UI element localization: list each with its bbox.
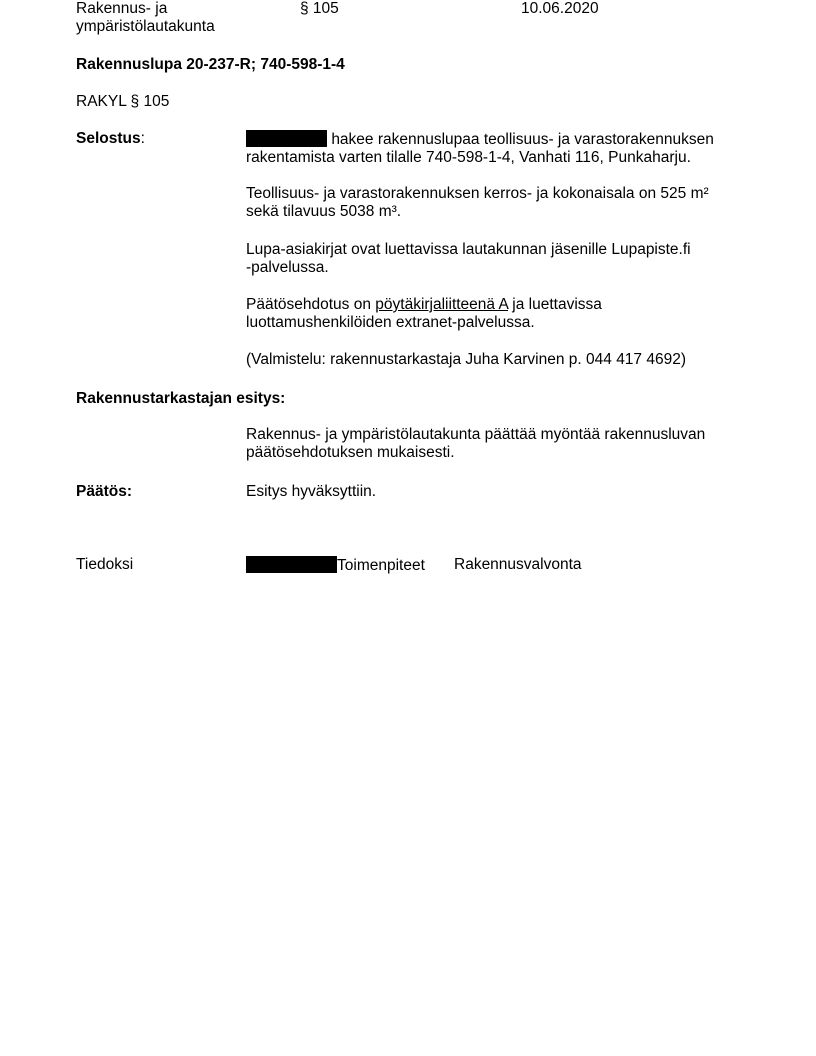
selostus-para4-line1 [246, 296, 766, 314]
selostus-label [76, 130, 145, 148]
selostus-para1-line2: rakentamista varten tilalle 740-598-1-4, Vanhati 116, Punkaharju. [246, 149, 691, 166]
selostus-label-colon: : [140, 130, 145, 147]
tiedoksi-action: Toimenpiteet [337, 557, 425, 574]
header-date: 10.06.2020 [521, 0, 599, 17]
header-section: § 105 [300, 0, 339, 17]
selostus-para5: (Valmistelu: rakennustarkastaja Juha Karvinen p. 044 417 4692) [246, 351, 687, 368]
attachment-link[interactable]: pöytäkirjaliitteenä A [375, 296, 508, 313]
selostus-para2-line1: Teollisuus- ja varastorakennuksen kerros- ja kokonaisala on 525 m² [246, 185, 709, 202]
selostus-body [246, 130, 746, 167]
paatos-text: Esitys hyväksyttiin. [246, 483, 377, 500]
document-title: Rakennuslupa 20-237-R; 740-598-1-4 [76, 56, 345, 73]
redaction-block [246, 130, 327, 147]
selostus-para1-line1: hakee rakennuslupaa teollisuus- ja varastorakennuksen [331, 131, 714, 148]
header-organization [76, 0, 215, 36]
selostus-para3-line1: Lupa-asiakirjat ovat luettavissa lautakunnan jäsenille Lupapiste.fi [246, 241, 691, 258]
selostus-para3-line2: -palvelussa. [246, 259, 329, 276]
selostus-para4 [246, 296, 766, 332]
tiedoksi-label: Tiedoksi [76, 556, 134, 573]
tiedoksi-recipient: Rakennusvalvonta [454, 556, 582, 573]
selostus-para2 [246, 185, 766, 221]
selostus-para4-line2: luottamushenkilöiden extranet-palvelussa. [246, 314, 535, 331]
esitys-line1: Rakennus- ja ympäristölautakunta päättää myöntää rakennusluvan [246, 426, 706, 443]
selostus-para3 [246, 241, 766, 277]
esitys-line2: päätösehdotuksen mukaisesti. [246, 444, 455, 461]
esitys-label: Rakennustarkastajan esitys: [76, 390, 286, 407]
selostus-label-text: Selostus [76, 130, 141, 147]
selostus-para4-end: ja luettavissa [512, 296, 602, 313]
header-organization-line2: ympäristölautakunta [76, 18, 215, 35]
header-organization-line1: Rakennus- ja [76, 0, 168, 17]
selostus-para2-line2: sekä tilavuus 5038 m³. [246, 203, 402, 220]
reference: RAKYL § 105 [76, 93, 170, 110]
redaction-block [246, 556, 337, 573]
esitys-body [246, 426, 766, 462]
selostus-para1 [246, 130, 746, 149]
paatos-label: Päätös: [76, 483, 132, 500]
tiedoksi-recipient-row [246, 556, 425, 575]
selostus-para4-start: Päätösehdotus on [246, 296, 371, 313]
